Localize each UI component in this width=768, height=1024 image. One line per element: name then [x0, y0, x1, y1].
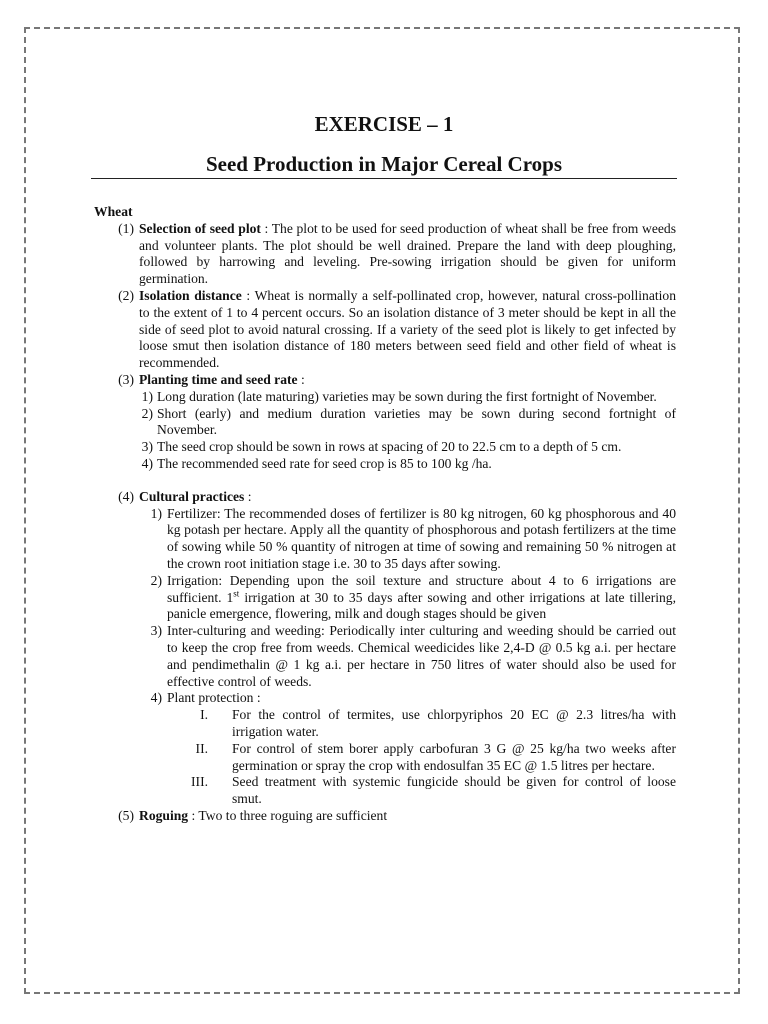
item-heading: Selection of seed plot [139, 220, 261, 236]
item-heading: Cultural practices [139, 488, 245, 504]
sub-list-item [94, 506, 676, 573]
item-number: (5) [118, 807, 134, 823]
document-body [94, 204, 676, 825]
list-item [94, 808, 676, 825]
roman-list-item [94, 774, 676, 808]
sub-item-number: 2) [141, 405, 153, 421]
list-item [94, 221, 676, 288]
sub-list-item [94, 456, 676, 473]
ordinal-suffix: st [233, 588, 240, 598]
list-item [94, 489, 676, 506]
sub-list-item [94, 573, 676, 623]
sub-item-number: 3) [150, 623, 162, 639]
list-item [94, 372, 676, 389]
sub-item-number: 4) [141, 455, 153, 471]
roman-item-text: Seed treatment with systemic fungicide should be given for control of loose smut. [232, 774, 676, 807]
title-rule [91, 178, 677, 179]
sub-item-number: 4) [150, 690, 162, 706]
sub-item-number: 3) [141, 439, 153, 455]
item-text: : The plot to be used for seed production of wheat shall be free from weeds and volunteer plants. The plot should be well drained. Prepare the land with deep ploughing, followed by harrowing and leveling. Pre-sowing irrigation should be given for uniform germination. [139, 220, 676, 287]
sub-item-number: 2) [150, 572, 162, 588]
sub-item-text: irrigation at 30 to 35 days after sowing and other irrigations at late tillering, panicle emergence, flowering, milk and dough stages should be given [167, 589, 676, 622]
sub-item-text: Inter-culturing and weeding: Periodically inter culturing and weeding should be carried out to keep the crop free from weeds. Chemical weedicides like 2,4-D @ 0.5 kg a.i. per hectare and pendimethalin @ 1 kg a.i. per hectare in 750 litres of water should also be used for effective control of weeds. [167, 623, 676, 689]
sub-list-item [94, 439, 676, 456]
section-heading: Wheat [94, 204, 133, 219]
sub-item-text: Plant protection : [167, 690, 261, 706]
sub-item-text: Short (early) and medium duration varieties may be sown during second fortnight of November. [157, 405, 676, 438]
roman-list-item [94, 741, 676, 775]
item-heading: Planting time and seed rate [139, 371, 298, 387]
item-text: : [244, 488, 252, 504]
sub-item-text: Long duration (late maturing) varieties may be sown during the first fortnight of November. [157, 388, 657, 404]
roman-list-item [94, 707, 676, 741]
sub-item-text: Irrigation: Depending upon the soil texture and structure about 4 to 6 irrigations are sufficient. 1 [167, 572, 676, 605]
roman-numeral: III. [191, 774, 208, 790]
sub-item-text: Fertilizer: The recommended doses of fertilizer is 80 kg nitrogen, 60 kg phosphorous and 40 kg potash per hectare. Apply all the quantity of phosphorous and potash fertilizers at the time of sowing while 50 % quantity of nitrogen at time of sowing and remaining 50 % nitrogen at the crown root initiation stage i.e. 30 to 35 days after sowing. [167, 505, 676, 571]
item-heading: Roguing [139, 807, 189, 823]
sub-item-number: 1) [141, 388, 153, 404]
item-text: : [297, 371, 305, 387]
sub-item-text: The seed crop should be sown in rows at spacing of 20 to 22.5 cm to a depth of 5 cm. [157, 439, 622, 455]
spacer [94, 473, 676, 489]
page-subtitle: Seed Production in Major Cereal Crops [205, 152, 562, 176]
item-number: (2) [118, 287, 134, 303]
item-number: (3) [118, 371, 134, 387]
roman-item-text: For the control of termites, use chlorpyriphos 20 EC @ 2.3 litres/ha with irrigation water. [232, 707, 676, 739]
sub-item-number: 1) [150, 505, 162, 521]
item-text: : Two to three roguing are sufficient [188, 807, 388, 823]
item-number: (4) [118, 488, 134, 504]
sub-item-text: The recommended seed rate for seed crop is 85 to 100 kg /ha. [157, 455, 492, 471]
sub-list-item [94, 690, 676, 707]
sub-list-item [94, 389, 676, 406]
list-item [94, 288, 676, 372]
roman-item-text: For control of stem borer apply carbofuran 3 G @ 25 kg/ha two weeks after germination or spray the crop with endosulfan 35 EC @ 1.5 litres per hectare. [232, 740, 676, 773]
item-text: : Wheat is normally a self-pollinated crop, however, natural cross-pollination to the extent of 1 to 4 percent occurs. So an isolation distance of 3 meter should be kept in all the side of seed plot to avoid natural crossing. If a variety of the seed plot is likely to get infected by loose smut then isolation distance of 180 meters between seed field and other field of wheat is recommended. [139, 287, 676, 371]
item-number: (1) [118, 220, 134, 236]
roman-numeral: I. [200, 707, 208, 723]
exercise-title: EXERCISE – 1 [314, 112, 454, 136]
roman-numeral: II. [195, 740, 208, 756]
sub-list-item [94, 623, 676, 690]
item-heading: Isolation distance [139, 287, 242, 303]
sub-list-item [94, 406, 676, 440]
